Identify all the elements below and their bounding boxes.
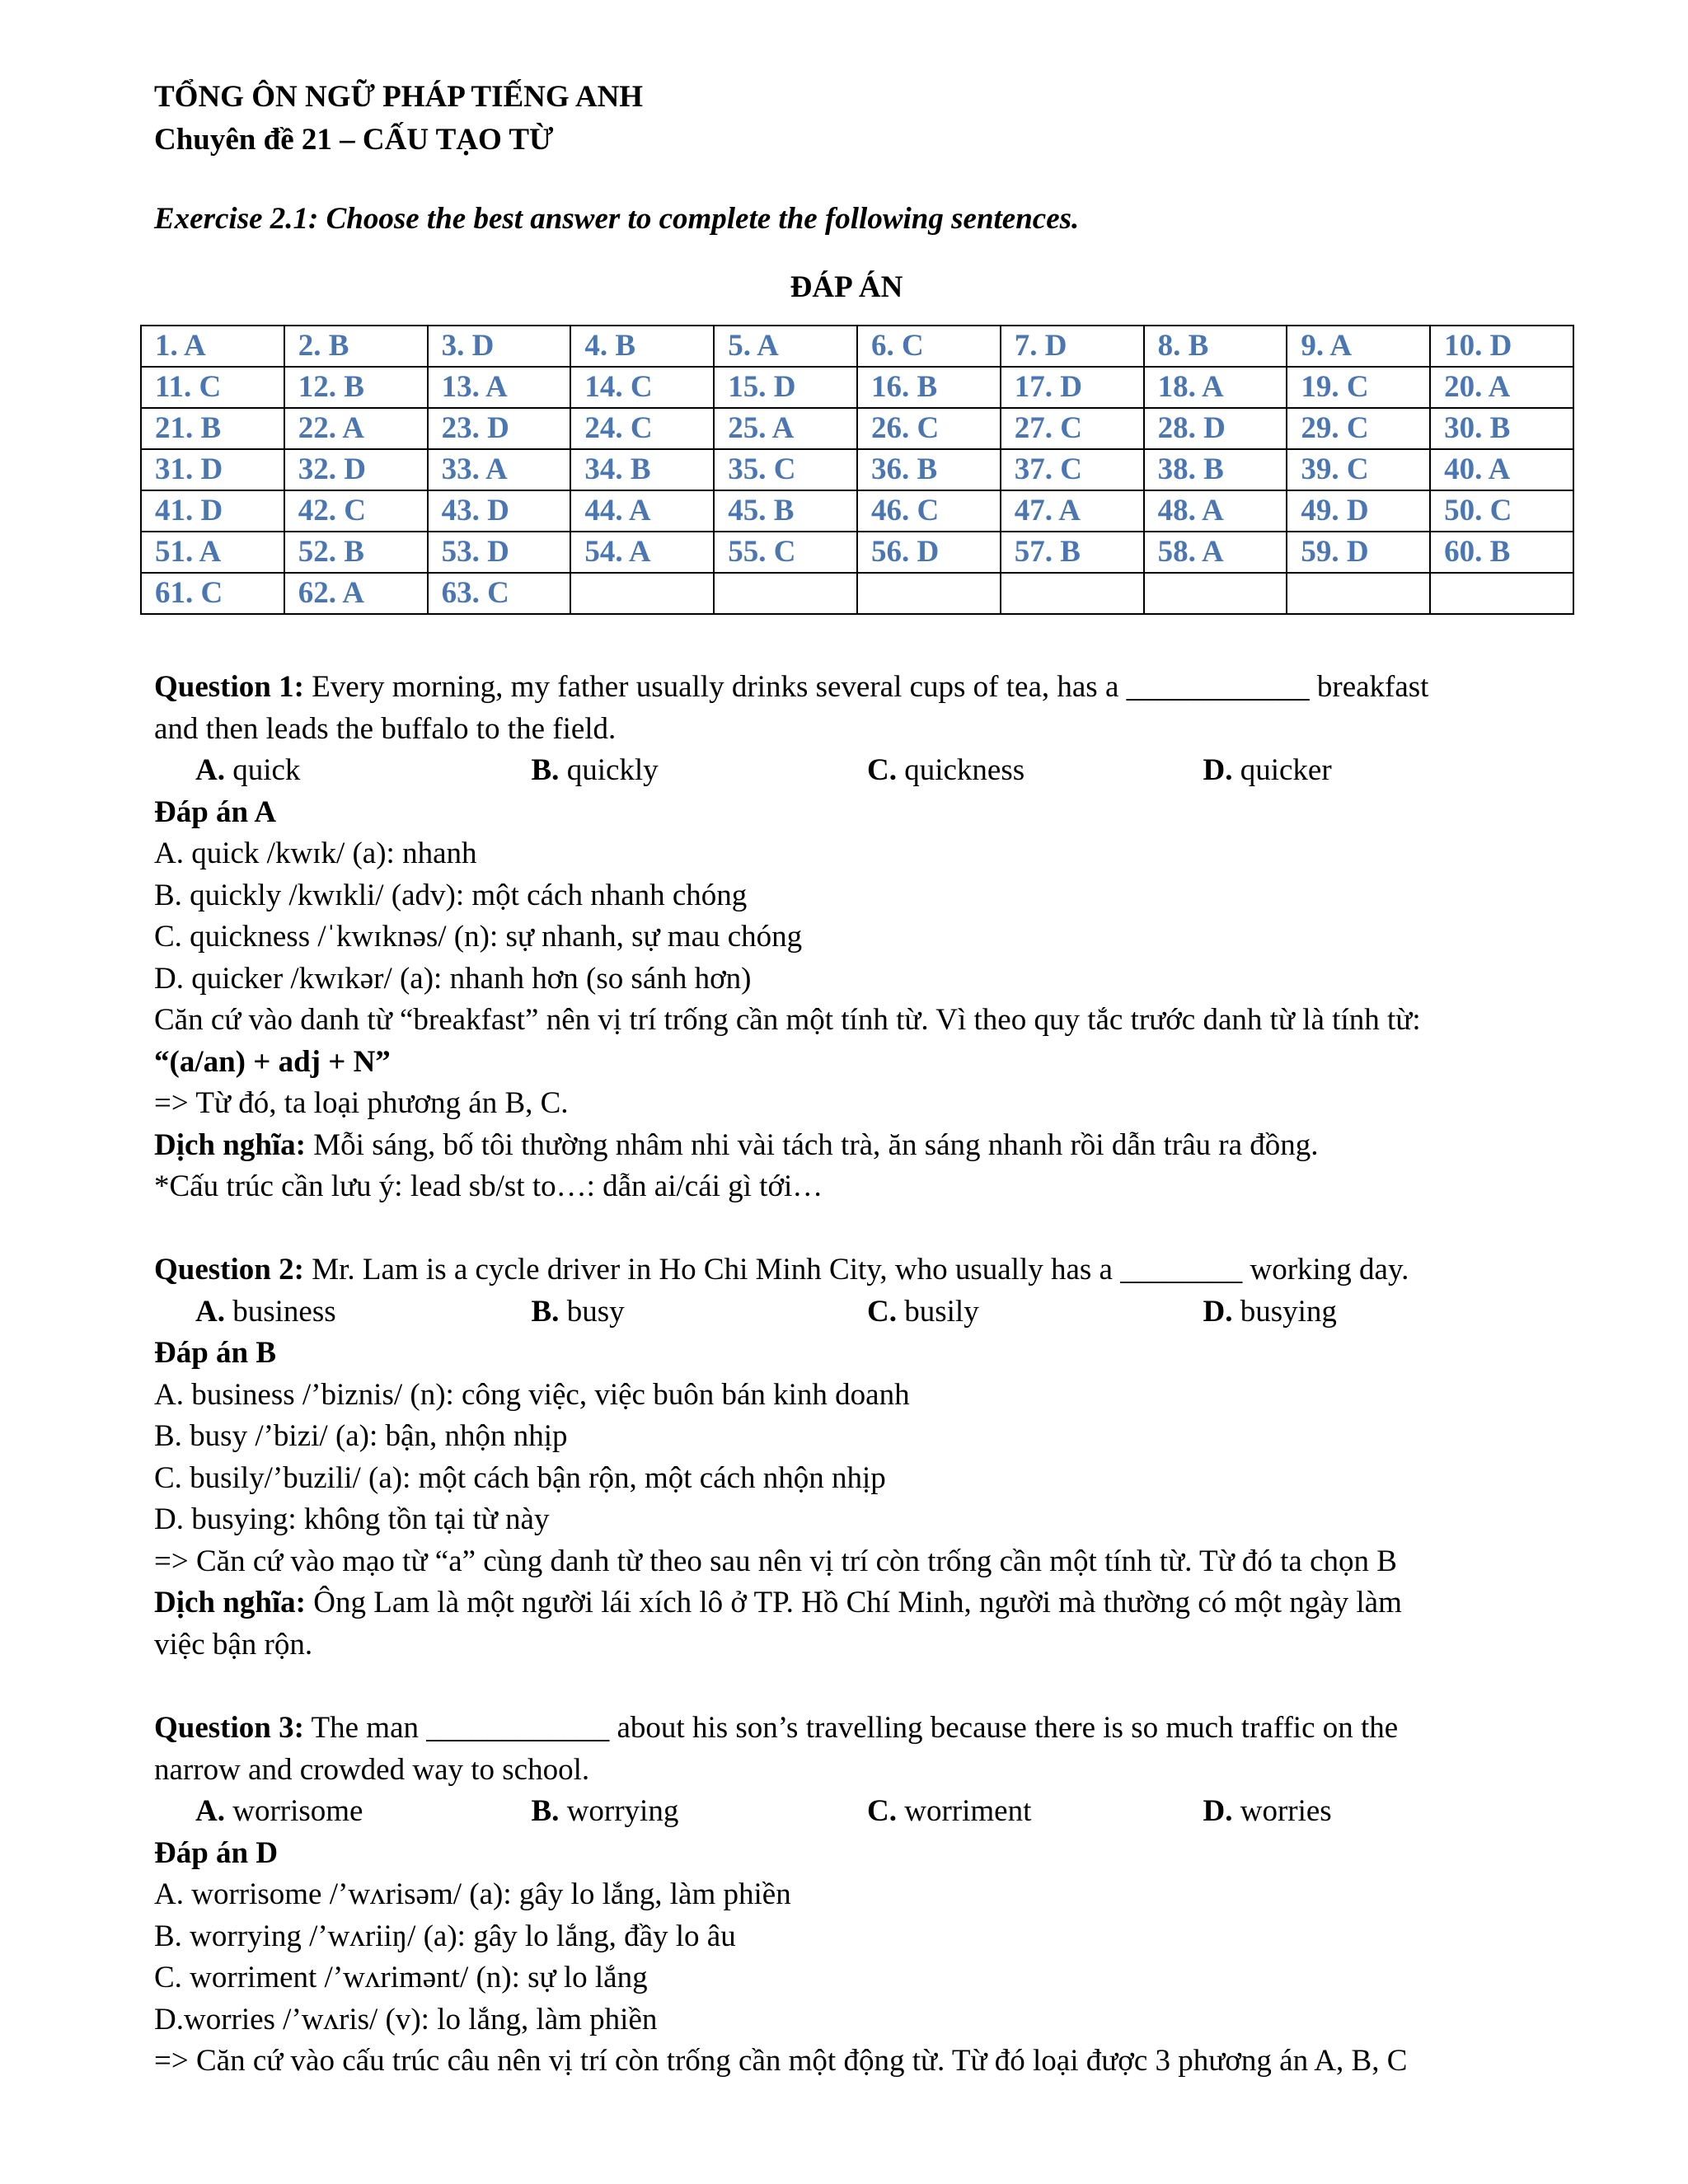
answer-key-cell: 13. A [428, 367, 571, 408]
correct-answer: Đáp án A [154, 794, 277, 829]
option-letter: A. [195, 753, 225, 787]
answer-key-cell: 37. C [1001, 449, 1144, 490]
answer-key-cell: 7. D [1001, 326, 1144, 367]
answer-key-cell: 55. C [714, 532, 857, 573]
correct-answer: Đáp án B [154, 1336, 277, 1370]
option-text: busily [896, 1294, 979, 1329]
option-c [867, 1791, 1203, 1833]
answer-key-cell: 61. C [141, 573, 284, 614]
answer-key-cell: 27. C [1001, 408, 1144, 449]
option-letter: D. [1203, 1294, 1233, 1329]
translation-text: Mỗi sáng, bố tôi thường nhâm nhi vài tách trà, ăn sáng nhanh rồi dẫn trâu ra đồng. [306, 1127, 1319, 1162]
question-text-cont: and then leads the buffalo to the field. [154, 711, 617, 746]
exercise-instruction [154, 198, 1539, 241]
explanation-line: Căn cứ vào danh từ “breakfast” nên vị trí trống cần một tính từ. Vì theo quy tắc trước danh từ là tính từ: [154, 1003, 1421, 1037]
answer-key-row [141, 449, 1573, 490]
answer-key-cell: 12. B [284, 367, 428, 408]
question-text-cont: narrow and crowded way to school. [154, 1752, 590, 1787]
answer-key-cell: 26. C [857, 408, 1001, 449]
answer-key-cell: 43. D [428, 490, 571, 532]
exercise-text: : Choose the best answer to complete the following sentences. [308, 202, 1080, 236]
answer-options [154, 750, 1539, 792]
option-text: business [224, 1294, 336, 1329]
option-text: worries [1232, 1794, 1332, 1828]
explanation-line: A. quick /kwɪk/ (a): nhanh [154, 837, 477, 870]
answer-key-cell: 33. A [428, 449, 571, 490]
exercise-number: Exercise 2.1 [154, 202, 309, 236]
answer-key-cell [714, 573, 857, 614]
option-letter: D. [1203, 1794, 1233, 1828]
answer-key-cell: 28. D [1144, 408, 1287, 449]
question-text: Mr. Lam is a cycle driver in Ho Chi Minh City, who usually has a ________ working day. [303, 1253, 1409, 1286]
question-label: Question 1: [154, 670, 304, 704]
answer-key-cell: 30. B [1430, 408, 1573, 449]
answer-key-cell: 29. C [1287, 408, 1430, 449]
answer-key-row [141, 408, 1573, 449]
explanation-line: C. worriment /’wʌrimənt/ (n): sự lo lắng [154, 1961, 648, 1994]
answer-key-cell: 52. B [284, 532, 428, 573]
option-letter: B. [531, 753, 560, 787]
answer-options [154, 1291, 1539, 1333]
answer-key-cell: 62. A [284, 573, 428, 614]
option-d [1203, 1291, 1540, 1333]
translation [154, 1582, 1539, 1624]
option-b [532, 1791, 868, 1833]
grammar-rule: “(a/an) + adj + N” [154, 1044, 391, 1079]
answer-key-cell: 3. D [428, 326, 571, 367]
explanation-line: => Căn cứ vào cấu trúc câu nên vị trí còn trống cần một động từ. Từ đó loại được 3 phương án A, B, C [154, 2044, 1408, 2078]
option-text: worriment [896, 1794, 1032, 1828]
answer-key-cell: 38. B [1144, 449, 1287, 490]
option-letter: A. [195, 1794, 225, 1828]
answer-key-cell: 56. D [857, 532, 1001, 573]
answer-key-row [141, 490, 1573, 532]
document-header [154, 76, 1539, 308]
answer-key-row [141, 326, 1573, 367]
answer-key-cell: 2. B [284, 326, 428, 367]
option-letter: A. [195, 1294, 225, 1329]
explanation-line: D.worries /’wʌris/ (v): lo lắng, làm phiền [154, 2002, 658, 2036]
answer-key-cell: 8. B [1144, 326, 1287, 367]
answer-key-cell: 4. B [570, 326, 714, 367]
answer-key-cell: 35. C [714, 449, 857, 490]
question-label: Question 2: [154, 1253, 304, 1286]
answer-key-cell: 46. C [857, 490, 1001, 532]
option-d [1203, 750, 1540, 792]
answer-key-cell: 10. D [1430, 326, 1573, 367]
answer-key-cell: 14. C [570, 367, 714, 408]
option-letter: B. [531, 1294, 560, 1329]
question-stem [154, 1249, 1539, 1291]
answer-key-cell: 42. C [284, 490, 428, 532]
answer-key-cell [1287, 573, 1430, 614]
answer-key-cell: 51. A [141, 532, 284, 573]
translation [154, 1125, 1539, 1167]
answer-key-cell: 23. D [428, 408, 571, 449]
explanation-line: A. worrisome /’wʌrisəm/ (a): gây lo lắng, làm phiền [154, 1877, 791, 1911]
answer-key-cell: 36. B [857, 449, 1001, 490]
answer-key-cell: 34. B [570, 449, 714, 490]
option-b [532, 750, 868, 792]
answer-key-cell: 17. D [1001, 367, 1144, 408]
option-text: busying [1232, 1294, 1337, 1329]
answer-key-cell [1430, 573, 1573, 614]
option-letter: C. [867, 1794, 897, 1828]
option-c [867, 1291, 1203, 1333]
answer-key-cell: 50. C [1430, 490, 1573, 532]
answer-key-cell: 63. C [428, 573, 571, 614]
answer-key-cell: 60. B [1430, 532, 1573, 573]
answer-key-cell: 6. C [857, 326, 1001, 367]
translation-label: Dịch nghĩa: [154, 1127, 307, 1162]
explanation-line: D. busying: không tồn tại từ này [154, 1502, 550, 1536]
document-title: TỔNG ÔN NGỮ PHÁP TIẾNG ANH [154, 80, 644, 114]
answer-key-cell: 15. D [714, 367, 857, 408]
answer-key-cell: 41. D [141, 490, 284, 532]
elimination-note: => Từ đó, ta loại phương án B, C. [154, 1086, 569, 1120]
answer-key-cell: 1. A [141, 326, 284, 367]
answer-options [154, 1791, 1539, 1833]
translation-label: Dịch nghĩa: [154, 1586, 307, 1619]
answer-key-cell: 45. B [714, 490, 857, 532]
answer-key-row [141, 367, 1573, 408]
option-letter: C. [867, 753, 897, 787]
option-a [195, 1291, 532, 1333]
answer-key-cell: 44. A [570, 490, 714, 532]
answer-key-heading: ĐÁP ÁN [790, 270, 903, 304]
explanation-line: B. worrying /’wʌriiŋ/ (a): gây lo lắng, đầy lo âu [154, 1919, 736, 1953]
question-text: Every morning, my father usually drinks several cups of tea, has a ____________ breakfast [303, 670, 1429, 704]
answer-key-cell: 53. D [428, 532, 571, 573]
answer-key-cell: 20. A [1430, 367, 1573, 408]
option-text: quick [224, 753, 301, 787]
explanation-line: B. quickly /kwɪkli/ (adv): một cách nhanh chóng [154, 878, 748, 912]
correct-answer: Đáp án D [154, 1835, 279, 1870]
answer-key-cell: 54. A [570, 532, 714, 573]
answer-key-cell: 21. B [141, 408, 284, 449]
translation-text: Ông Lam là một người lái xích lô ở TP. Hồ Chí Minh, người mà thường có một ngày làm [306, 1586, 1402, 1619]
answer-key-cell [1144, 573, 1287, 614]
question-3 [154, 1708, 1539, 2083]
answer-key-cell: 40. A [1430, 449, 1573, 490]
answer-key-cell: 9. A [1287, 326, 1430, 367]
option-text: worrying [559, 1794, 679, 1828]
answer-key-cell: 48. A [1144, 490, 1287, 532]
answer-key-cell [857, 573, 1001, 614]
question-text: The man ____________ about his son’s travelling because there is so much traffic on the [303, 1711, 1399, 1745]
document-subtitle: Chuyên đề 21 – CẤU TẠO TỪ [154, 123, 554, 157]
option-letter: C. [867, 1294, 897, 1329]
answer-key-cell: 18. A [1144, 367, 1287, 408]
answer-key-cell: 5. A [714, 326, 857, 367]
explanation-line: D. quicker /kwɪkər/ (a): nhanh hơn (so sánh hơn) [154, 961, 752, 996]
answer-key-cell: 31. D [141, 449, 284, 490]
translation-cont: việc bận rộn. [154, 1627, 313, 1661]
option-a [195, 750, 532, 792]
answer-key-cell [1001, 573, 1144, 614]
answer-key-cell: 57. B [1001, 532, 1144, 573]
answer-key-cell: 19. C [1287, 367, 1430, 408]
question-2 [154, 1249, 1539, 1666]
answer-key-row [141, 573, 1573, 614]
option-text: quicker [1232, 753, 1332, 787]
answer-key-cell: 58. A [1144, 532, 1287, 573]
answer-key-cell: 16. B [857, 367, 1001, 408]
option-letter: B. [531, 1794, 560, 1828]
answer-key-cell: 39. C [1287, 449, 1430, 490]
question-1 [154, 667, 1539, 1208]
question-label: Question 3: [154, 1711, 304, 1745]
answer-key-cell: 11. C [141, 367, 284, 408]
answer-key-cell: 47. A [1001, 490, 1144, 532]
option-text: quickly [559, 753, 659, 787]
option-text: worrisome [224, 1794, 363, 1828]
option-text: quickness [896, 753, 1025, 787]
option-b [532, 1291, 868, 1333]
structure-note: *Cấu trúc cần lưu ý: lead sb/st to…: dẫn ai/cái gì tới… [154, 1169, 823, 1203]
option-a [195, 1791, 532, 1833]
explanation-line: C. quickness /ˈkwɪknəs/ (n): sự nhanh, sự mau chóng [154, 920, 803, 954]
option-c [867, 750, 1203, 792]
option-letter: D. [1203, 753, 1233, 787]
answer-key-cell: 49. D [1287, 490, 1430, 532]
answer-key-cell: 22. A [284, 408, 428, 449]
answer-key-cell: 32. D [284, 449, 428, 490]
answer-key-cell: 25. A [714, 408, 857, 449]
answer-key-row [141, 532, 1573, 573]
option-d [1203, 1791, 1540, 1833]
question-stem [154, 667, 1539, 709]
option-text: busy [559, 1294, 625, 1329]
answer-key-cell: 59. D [1287, 532, 1430, 573]
explanation-line: => Căn cứ vào mạo từ “a” cùng danh từ theo sau nên vị trí còn trống cần một tính từ. Từ đó ta chọn B [154, 1544, 1397, 1578]
answer-key-table [140, 325, 1574, 615]
answer-key-cell [570, 573, 714, 614]
explanation-line: A. business /’biznis/ (n): công việc, việc buôn bán kinh doanh [154, 1377, 910, 1412]
explanation-line: B. busy /’bizi/ (a): bận, nhộn nhịp [154, 1419, 568, 1453]
question-stem [154, 1708, 1539, 1750]
explanation-line: C. busily/’buzili/ (a): một cách bận rộn, một cách nhộn nhịp [154, 1460, 886, 1495]
answer-key-cell: 24. C [570, 408, 714, 449]
